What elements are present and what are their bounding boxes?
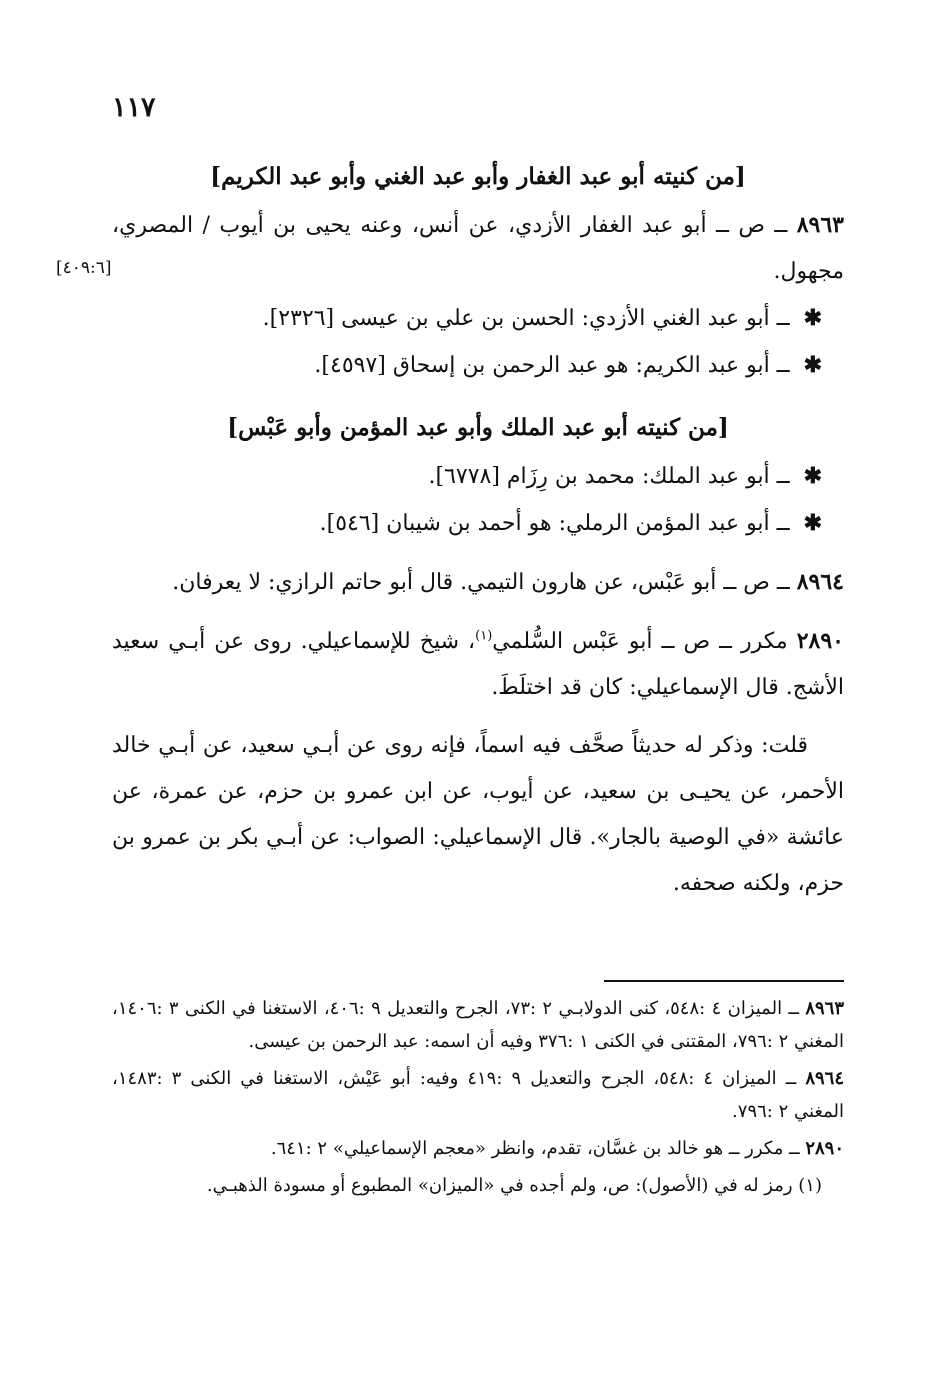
source-note [112,992,844,1058]
footnote: (١) رمز له في (الأصول): ص، ولم أجده في «الميزان» المطبوع أو مسودة الذهبـي. [206,1175,822,1196]
footnote-marker: (١) [475,628,493,644]
entry-number: ٨٩٦٤ [796,569,844,595]
note-text: ــ الميزان ٤ :٥٤٨، الجرح والتعديل ٩ :٤١٩ وفيه: أبو عَيْش، الاستغنا في الكنى ٣ :١٤٨٣، المغني ٢ :٧٩٦. [112,1068,844,1122]
source-note [112,1062,844,1128]
bullet-item [112,453,844,500]
bullet-text: ــ أبو عبد الغني الأزدي: الحسن بن علي بن عيسى [٢٣٢٦]. [262,306,790,331]
note-number: ٢٨٩٠ [805,1138,844,1159]
spacer [112,606,844,618]
star-icon: ✱ [803,352,822,378]
bullet-text: ــ أبو عبد الكريم: هو عبد الرحمن بن إسحاق [٤٥٩٧]. [314,353,790,378]
footnotes-section [112,992,844,1206]
note-number: ٨٩٦٤ [805,1068,844,1089]
note-text: ــ مكرر ــ هو خالد بن غسَّان، تقدم، وانظر «معجم الإسماعيلي» ٢ :٦٤١. [270,1138,806,1159]
bullet-item [112,295,844,342]
star-icon: ✱ [803,510,822,536]
entry-text: مكرر ــ ص ــ أبو عَبْس السُّلمي [492,629,797,654]
star-icon: ✱ [803,305,822,331]
entry-2890 [112,618,844,711]
page-number: ١١٧ [112,92,156,123]
spacer [112,547,844,559]
spacer [112,711,844,723]
margin-reference: [٤٠٩:٦] [56,258,112,278]
section-heading-1: [من كنيته أبو عبد الغفار وأبو عبد الغني وأبو عبد الكريم] [210,163,746,190]
bullet-item [112,500,844,547]
commentary-paragraph: قلت: وذكر له حديثاً صحَّف فيه اسماً، فإنه روى عن أبـي سعيد، عن أبـي خالد الأحمر، عن يحيـى بن سعيد، عن أيوب، عن ابن عمرو بن حزم، عن عمرة، عن عائشة «في الوصية بالجار». قال الإسماعيلي: الصواب: عن أبـي بكر بن عمرو بن حزم، ولكنه صحفه. [112,733,844,896]
main-text [112,150,844,907]
entry-number: ٨٩٦٣ [796,212,844,238]
star-icon: ✱ [803,463,822,489]
entry-text: ، شيخ للإسماعيلي. روى عن أبـي سعيد الأشج. قال الإسماعيلي: كان قد اختلَطَ. [112,629,844,700]
source-note [112,1132,844,1165]
entry-8964 [112,559,844,606]
footnote-separator [604,980,844,982]
note-number: ٨٩٦٣ [805,998,844,1019]
bullet-text: ــ أبو عبد المؤمن الرملي: هو أحمد بن شيبان [٥٤٦]. [319,511,790,536]
note-text: ــ الميزان ٤ :٥٤٨، كنى الدولابـي ٢ :٧٣، الجرح والتعديل ٩ :٤٠٦، الاستغنا في الكنى ٣ :١٤٠٦، المغني ٢ :٧٩٦، المقتنى في الكنى ١ :٣٧٦ وفيه أن اسمه: عبد الرحمن بن عيسى. [112,998,844,1052]
entry-8963 [112,202,844,295]
bullet-item [112,342,844,389]
entry-text: ــ ص ــ أبو عَبْس، عن هارون التيمي. قال أبو حاتم الرازي: لا يعرفان. [172,570,797,595]
entry-text: ــ ص ــ أبو عبد الغفار الأزدي، عن أنس، وعنه يحيى بن أيوب / المصري، مجهول. [112,213,844,284]
bullet-text: ــ أبو عبد الملك: محمد بن رِزَام [٦٧٧٨]. [428,464,790,489]
section-heading-2: [من كنيته أبو عبد الملك وأبو عبد المؤمن وأبو عَبْس] [227,414,729,441]
entry-number: ٢٨٩٠ [796,628,844,654]
